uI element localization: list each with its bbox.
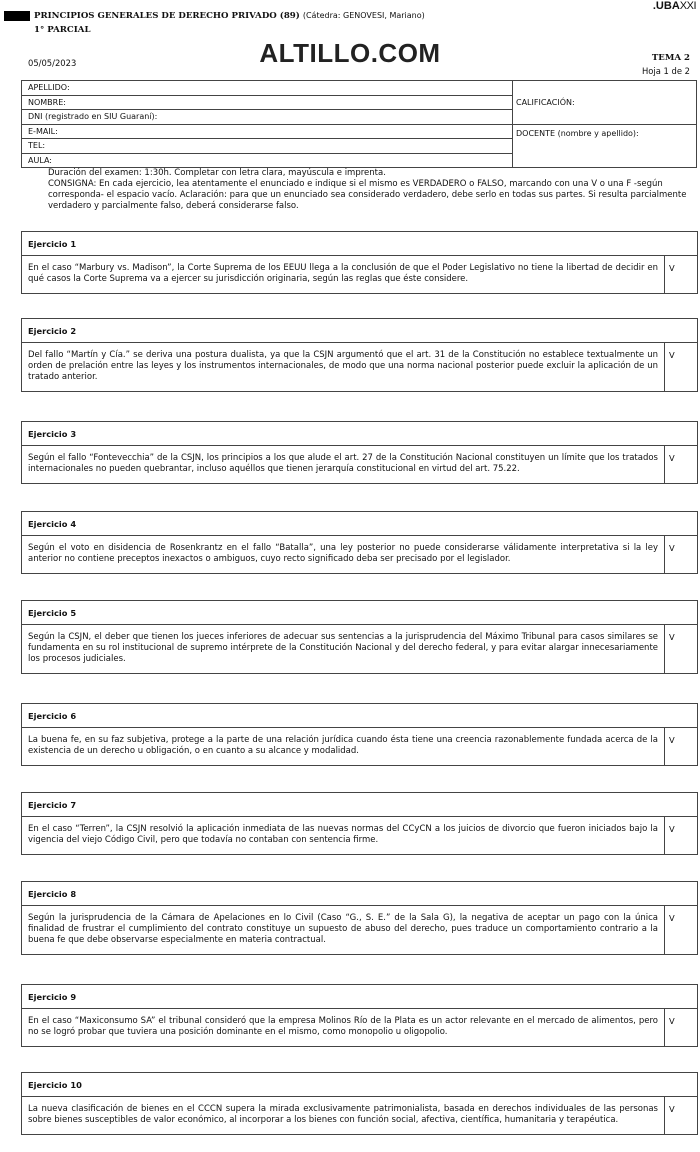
answer-box[interactable]: V — [669, 350, 675, 360]
field-tel[interactable]: TEL: — [22, 139, 512, 154]
exercise-9 — [21, 984, 698, 1047]
answer-box[interactable]: V — [669, 632, 675, 642]
exercise-7 — [21, 792, 698, 855]
student-info-table — [21, 80, 697, 168]
exercise-6 — [21, 703, 698, 766]
answer-box[interactable]: V — [669, 543, 675, 553]
answer-box[interactable]: V — [669, 735, 675, 745]
exam-date: 05/05/2023 — [28, 58, 77, 68]
exercise-5 — [21, 600, 698, 674]
field-calificacion[interactable]: CALIFICACIÓN: — [512, 81, 696, 125]
exercise-title: Ejercicio 5 — [22, 601, 697, 625]
exercise-8 — [21, 881, 698, 955]
exercise-statement: La buena fe, en su faz subjetiva, protege a la parte de una relación jurídica cuando ésta tiene una creencia razonablemente fundada acerca de la existencia de un derecho u obligación, o en cuanto a su alcance y modalidad. — [22, 728, 665, 765]
exercise-title: Ejercicio 3 — [22, 422, 697, 446]
answer-box[interactable]: V — [669, 1016, 675, 1026]
answer-box[interactable]: V — [669, 913, 675, 923]
exercise-statement: Del fallo “Martín y Cía.” se deriva una postura dualista, ya que la CSJN argumentó que el art. 31 de la Constitución no establece textualmente un orden de prelación entre las leyes y los instrumentos internacionales, de modo que una norma nacional posterior puede excluir la aplicación de un tratado anterior. — [22, 343, 665, 391]
exercise-statement: Según la CSJN, el deber que tienen los jueces inferiores de adecuar sus sentencias a la jurisprudencia del Máximo Tribunal para casos similares se fundamenta en su rol institucional de supremo intérprete de la Constitución Nacional y del derecho federal, y para evitar alargar innecesariamente los procesos judiciales. — [22, 625, 665, 673]
field-apellido[interactable]: APELLIDO: — [22, 81, 512, 96]
field-nombre[interactable]: NOMBRE: — [22, 96, 512, 111]
tema-label: TEMA 2 — [651, 53, 690, 63]
exercise-title: Ejercicio 7 — [22, 793, 697, 817]
exercise-statement: La nueva clasificación de bienes en el CCCN supera la mirada exclusivamente patrimonialista, basada en derechos individuales de las personas sobre bienes susceptibles de valor económico, al incorporar a los bienes con función social, afectiva, científica, humanitaria y terapéutica. — [22, 1097, 665, 1134]
exercise-title: Ejercicio 4 — [22, 512, 697, 536]
redacted-block — [4, 11, 30, 21]
exercise-statement: En el caso “Maxiconsumo SA” el tribunal consideró que la empresa Molinos Río de la Plata es un actor relevante en el mercado de alimentos, pero no se logró probar que tuviera una posición dominante en el mismo, como monopolio u oligopolio. — [22, 1009, 665, 1046]
exercise-statement: En el caso “Terren”, la CSJN resolvió la aplicación inmediata de las nuevas normas del CCyCN a los juicios de divorcio que fueron iniciados bajo la vigencia del viejo Código Civil, pero que todavía no contaban con sentencia firme. — [22, 817, 665, 854]
exercise-title: Ejercicio 2 — [22, 319, 697, 343]
answer-box[interactable]: V — [669, 824, 675, 834]
answer-box[interactable]: V — [669, 1104, 675, 1114]
answer-box[interactable]: V — [669, 453, 675, 463]
answer-box[interactable]: V — [669, 263, 675, 273]
field-dni[interactable]: DNI (registrado en SIU Guaraní): — [22, 110, 512, 125]
exercise-statement: Según el fallo “Fontevecchia” de la CSJN, los principios a los que alude el art. 27 de la Constitución Nacional constituyen un límite que los tratados internacionales no pueden quebrantar, incluso aquéllos que tienen jerarquía constitucional en virtud del art. 75.22. — [22, 446, 665, 483]
exercise-2 — [21, 318, 698, 392]
duration-text: Duración del examen: 1:30h. Completar con letra clara, mayúscula e imprenta. — [48, 168, 386, 178]
field-email[interactable]: E-MAIL: — [22, 125, 512, 140]
consigna-text: CONSIGNA: En cada ejercicio, lea atentamente el enunciado e indique si el mismo es VERDADERO o FALSO, marcando con una V o una F -según corresponda- el espacio vacío. Aclaración: para que un enunciado sea considerado verdadero, debe serlo en todas sus partes. Si resulta parcialmente verdadero y parcialmente falso, deberá considerarse falso. — [48, 179, 687, 211]
course-title: PRINCIPIOS GENERALES DE DERECHO PRIVADO (89) (Cátedra: GENOVESI, Mariano) — [34, 11, 425, 21]
exercise-statement: Según el voto en disidencia de Rosenkrantz en el fallo “Batalla”, una ley posterior no puede considerarse válidamente interpretativa si la ley anterior no contiene preceptos inexactos o ambiguos, cuyo recto significado deba ser precisado por el legislador. — [22, 536, 665, 573]
exercise-statement: En el caso “Marbury vs. Madison”, la Corte Suprema de los EEUU llega a la conclusión de que el Poder Legislativo no tiene la libertad de decidir en qué casos la Corte Suprema va a ejercer su jurisdicción originaria, según las reglas que éste considere. — [22, 256, 665, 293]
field-aula[interactable]: AULA: — [28, 155, 52, 165]
exercise-title: Ejercicio 1 — [22, 232, 697, 256]
exercise-1 — [21, 231, 698, 294]
exercise-4 — [21, 511, 698, 574]
catedra: (Cátedra: GENOVESI, Mariano) — [302, 11, 425, 20]
exercise-title: Ejercicio 8 — [22, 882, 697, 906]
exercise-3 — [21, 421, 698, 484]
instructions — [48, 168, 693, 212]
exercise-title: Ejercicio 9 — [22, 985, 697, 1009]
exercise-title: Ejercicio 10 — [22, 1073, 697, 1097]
page-indicator: Hoja 1 de 2 — [642, 66, 690, 76]
field-docente[interactable]: DOCENTE (nombre y apellido): — [516, 129, 639, 138]
altillo-logo: ALTILLO.COM — [259, 38, 441, 68]
uba-xxi-logo: .UBAXXI — [652, 0, 696, 12]
exercise-10 — [21, 1072, 698, 1135]
exercise-title: Ejercicio 6 — [22, 704, 697, 728]
exam-type: 1° PARCIAL — [34, 25, 91, 35]
exercise-statement: Según la jurisprudencia de la Cámara de Apelaciones en lo Civil (Caso “G., S. E.” de la Sala G), la negativa de aceptar un pago con la única finalidad de frustrar el cumplimiento del contrato constituye un supuesto de abuso del derecho, pues traduce un comportamiento contrario a la buena fe que debe observarse especialmente en materia contractual. — [22, 906, 665, 954]
